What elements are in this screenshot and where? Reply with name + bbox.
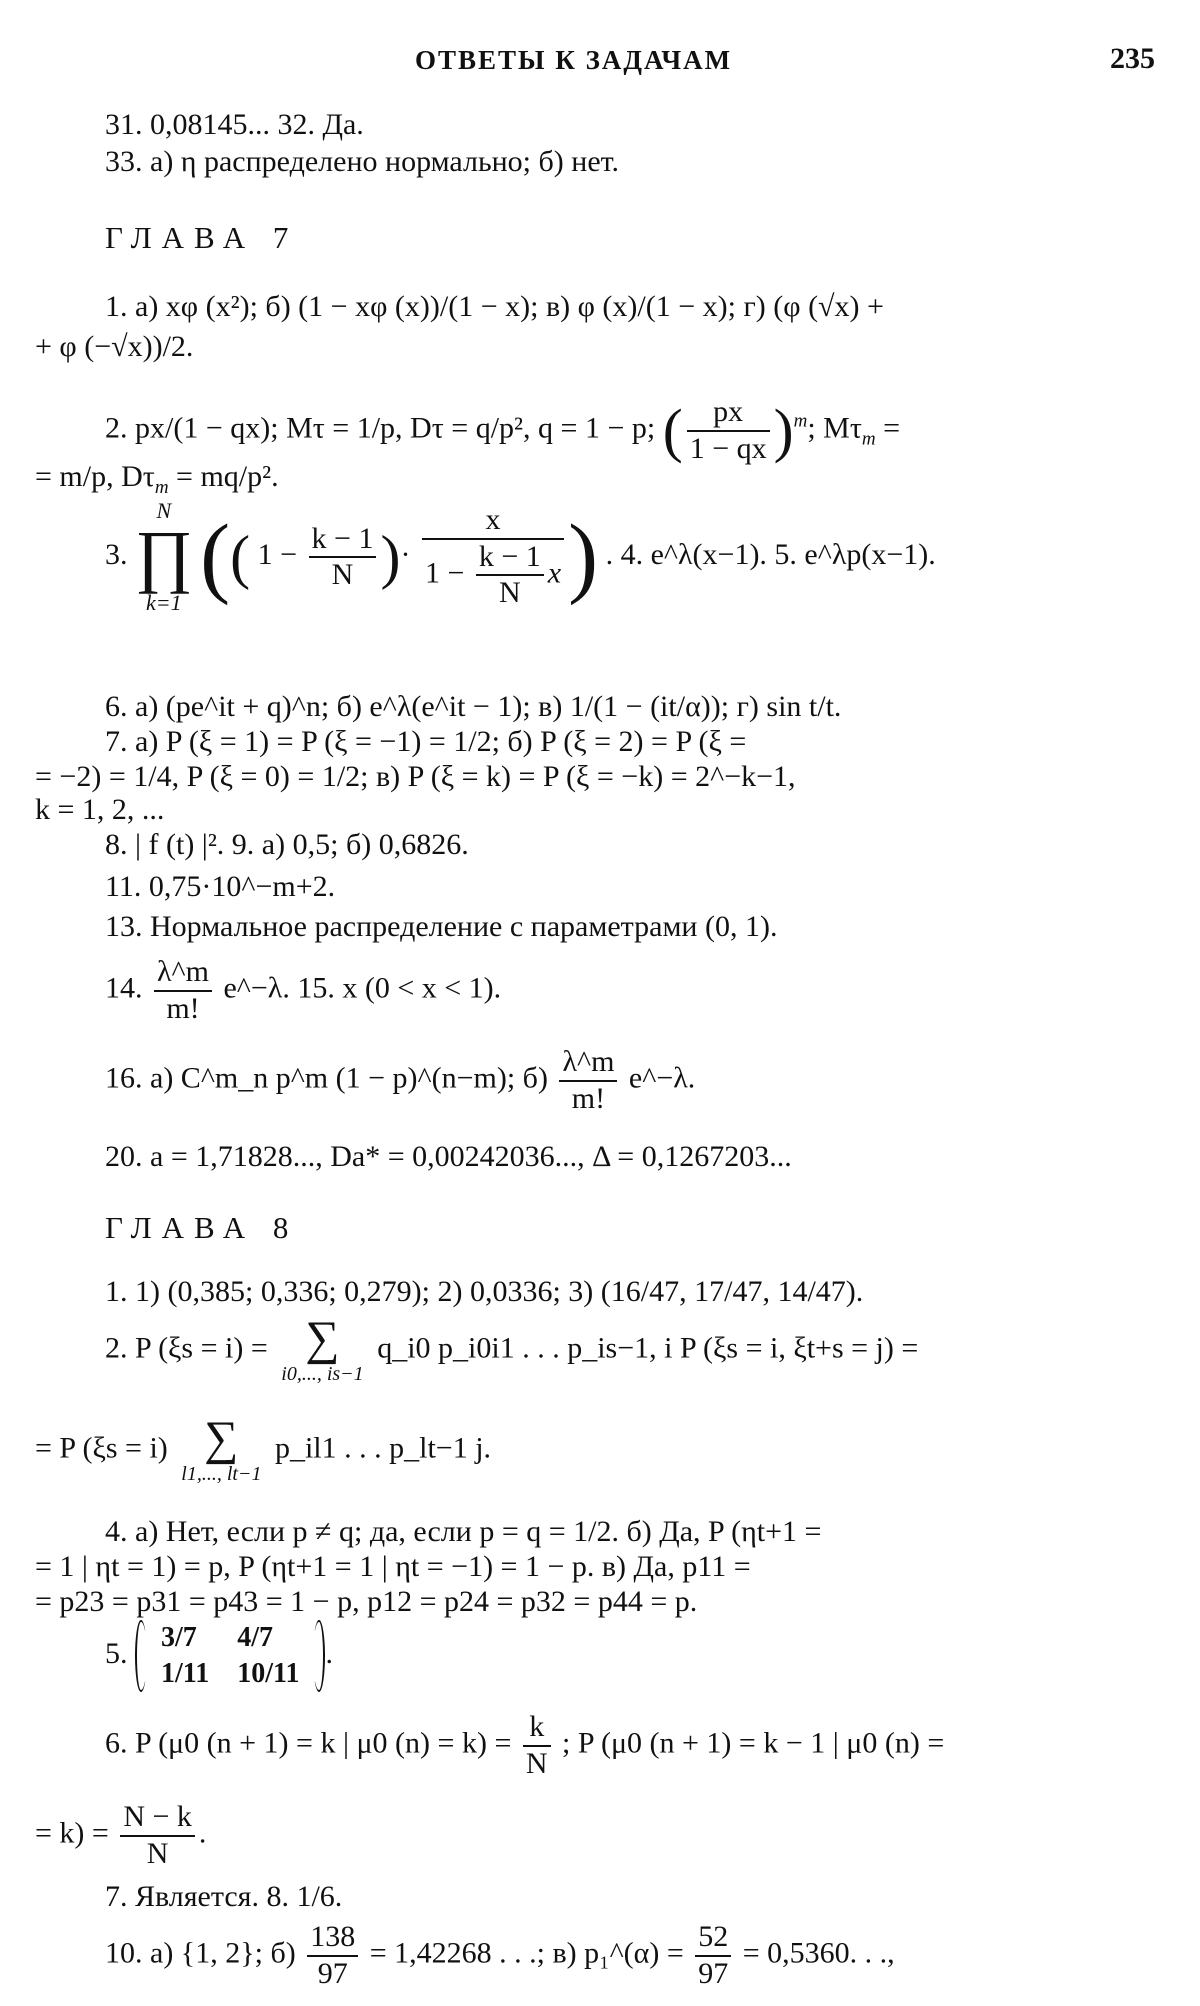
answer-31-32: 31. 0,08145... 32. Да. <box>105 108 364 141</box>
answer-5-label: 5. <box>105 1637 128 1671</box>
fraction-numerator: k − 1 <box>309 522 377 559</box>
answer-16-head: 16. а) C^m_n p^m (1 − p)^(n−m); б) <box>105 1061 548 1095</box>
answer-6-tail: ; P (μ0 (n + 1) = k − 1 | μ0 (n) = <box>562 1726 945 1760</box>
fraction-numerator: N − k <box>120 1800 195 1837</box>
answer-3-label: 3. <box>105 537 128 571</box>
sum-symbol: ∑ l1,..., lt−1 <box>181 1412 262 1485</box>
fraction-numerator: px <box>687 395 770 432</box>
answer-10-head: 10. а) {1, 2}; б) <box>105 1936 296 1970</box>
product-term-start: 1 − <box>257 537 298 571</box>
ch7-answer-7-line2: = −2) = 1/4, P (ξ = 0) = 1/2; в) P (ξ = k) = P (ξ = −k) = 2^−k−1, <box>35 760 796 793</box>
ch7-answer-2-line2-tail: = mq/p². <box>168 460 279 493</box>
answer-2-head: 2. P (ξs = i) = <box>105 1331 268 1365</box>
answer-10-middle: = 1,42268 . . .; в) p₁^(α) = <box>369 1936 684 1970</box>
answer-14-label: 14. <box>105 971 143 1005</box>
answer-6-line2-head: = k) = <box>35 1816 109 1850</box>
chapter-8-heading: ГЛАВА 8 <box>105 1210 299 1245</box>
fraction-denominator: N <box>525 1746 548 1780</box>
ch7-answer-2-line2-text: = m/p, Dτ <box>35 460 155 493</box>
fraction-denominator: N <box>331 558 354 591</box>
ch8-answer-2-line1 <box>105 1312 919 1386</box>
ch7-answer-20: 20. a = 1,71828..., Da* = 0,00242036..., Δ = 0,1267203... <box>105 1140 792 1173</box>
ch7-answer-14-15 <box>105 955 501 1026</box>
ch8-answer-4-line1: 4. а) Нет, если p ≠ q; да, если p = q = 1/2. б) Да, P (ηt+1 = <box>105 1515 822 1548</box>
fraction-numerator: λ^m <box>154 955 212 992</box>
fraction-numerator: 138 <box>307 1920 358 1957</box>
ch8-answer-6-line1 <box>105 1710 944 1781</box>
ch7-answer-3-5: 3. N ∏ k=1 (( 1 − $\frac{k - 1}{N}$ )· x 1 − $\frac{k - 1}{N}$ x ) . 4. e^λ(x−1). 5. e^λp(x−1). <box>105 498 936 615</box>
ch8-answer-1: 1. 1) (0,385; 0,336; 0,279); 2) 0,0336; 3) (16/47, 17/47, 14/47). <box>105 1275 864 1308</box>
fraction-denominator: N <box>146 1836 169 1870</box>
ch7-answer-2-line1: 2. px/(1 − qx); Mτ = 1/p, Dτ = q/p², q = 1 − p; ( $\frac{px}{1 - qx}$ )$^m$; $M\tau_m$ = <box>105 395 901 465</box>
ch7-answer-2-tail: ; Mτ <box>807 411 862 445</box>
ch7-answer-8-9: 8. | f (t) |². 9. а) 0,5; б) 0,6826. <box>105 828 469 861</box>
answer-5-tail: . <box>325 1637 333 1671</box>
ch8-answer-5 <box>105 1620 333 1692</box>
ch7-answer-1-line1: 1. а) xφ (x²); б) (1 − xφ (x))/(1 − x); в) φ (x)/(1 − x); г) (φ (√x) + <box>105 290 884 323</box>
answer-6-line2-tail: . <box>198 1816 207 1850</box>
answer-2-line2-head: = P (ξs = i) <box>35 1431 168 1465</box>
ch8-answer-7-8: 7. Является. 8. 1/6. <box>105 1880 343 1913</box>
fraction-denominator: 97 <box>698 1956 729 1990</box>
fraction-numerator: 52 <box>695 1920 731 1957</box>
matrix-cell: 3/7 <box>161 1622 197 1653</box>
ch7-answer-6: 6. а) (pe^it + q)^n; б) e^λ(e^it − 1); в) 1/(1 − (it/α)); г) sin t/t. <box>105 690 842 723</box>
product-symbol: N ∏ k=1 <box>135 498 193 615</box>
ch7-answer-2-text: 2. px/(1 − qx); Mτ = 1/p, Dτ = q/p², q = 1 − p; <box>105 411 656 445</box>
answer-6-head: 6. P (μ0 (n + 1) = k | μ0 (n) = k) = <box>105 1726 512 1760</box>
ch7-answer-11: 11. 0,75·10^−m+2. <box>105 870 336 903</box>
ch8-answer-10 <box>105 1920 895 1991</box>
running-header: ОТВЕТЫ К ЗАДАЧАМ <box>415 45 733 75</box>
sum-symbol: ∑ i0,..., is−1 <box>281 1312 364 1385</box>
matrix-cell: 1/11 <box>161 1658 210 1690</box>
answer-33: 33. а) η распределено нормально; б) нет. <box>105 145 619 178</box>
ch8-answer-2-line2 <box>35 1412 492 1486</box>
fraction-denominator: 97 <box>317 1956 348 1990</box>
fraction-numerator: k <box>523 1710 551 1747</box>
ch7-answer-1-line2: + φ (−√x))/2. <box>35 330 194 363</box>
chapter-7-heading: ГЛАВА 7 <box>105 220 299 255</box>
page-number: 235 <box>1110 42 1155 75</box>
fraction-numerator: λ^m <box>559 1045 617 1082</box>
answer-14-15-tail: e^−λ. 15. x (0 < x < 1). <box>223 971 502 1005</box>
answer-4-5: . 4. e^λ(x−1). 5. e^λp(x−1). <box>605 537 936 571</box>
matrix-cell: 4/7 <box>237 1622 274 1653</box>
answer-2-line2-tail: p_il1 . . . p_lt−1 j. <box>274 1431 492 1465</box>
answer-2-middle: q_i0 p_i0i1 . . . p_is−1, i P (ξs = i, ξt+s = j) = <box>377 1331 919 1365</box>
ch8-answer-4-line3: = p23 = p31 = p43 = 1 − p, p12 = p24 = p32 = p44 = p. <box>35 1585 698 1618</box>
ch8-answer-4-line2: = 1 | ηt = 1) = p, P (ηt+1 = 1 | ηt = −1) = 1 − p. в) Да, p11 = <box>35 1550 751 1583</box>
ch7-answer-7-line3: k = 1, 2, ... <box>35 793 165 826</box>
ch7-answer-16 <box>105 1045 695 1116</box>
fraction-denominator: m! <box>571 1081 606 1115</box>
fraction-denominator: 1 − qx <box>689 431 767 465</box>
matrix-cell: 10/11 <box>237 1658 300 1690</box>
ch7-answer-7-line1: 7. а) P (ξ = 1) = P (ξ = −1) = 1/2; б) P (ξ = 2) = P (ξ = <box>105 725 747 758</box>
ch8-answer-6-line2 <box>35 1800 206 1871</box>
ch7-answer-13: 13. Нормальное распределение с параметрами (0, 1). <box>105 910 778 943</box>
answer-16-tail: e^−λ. <box>628 1061 696 1095</box>
ch7-answer-2-line2: = m/p, $D\tau_m = mq/p^2$. <box>35 460 279 498</box>
nested-fraction: x 1 − $\frac{k - 1}{N}$ x <box>422 503 564 611</box>
fraction-denominator: m! <box>166 991 200 1025</box>
transition-matrix <box>135 1620 325 1692</box>
answer-10-tail: = 0,5360. . ., <box>742 1936 895 1970</box>
